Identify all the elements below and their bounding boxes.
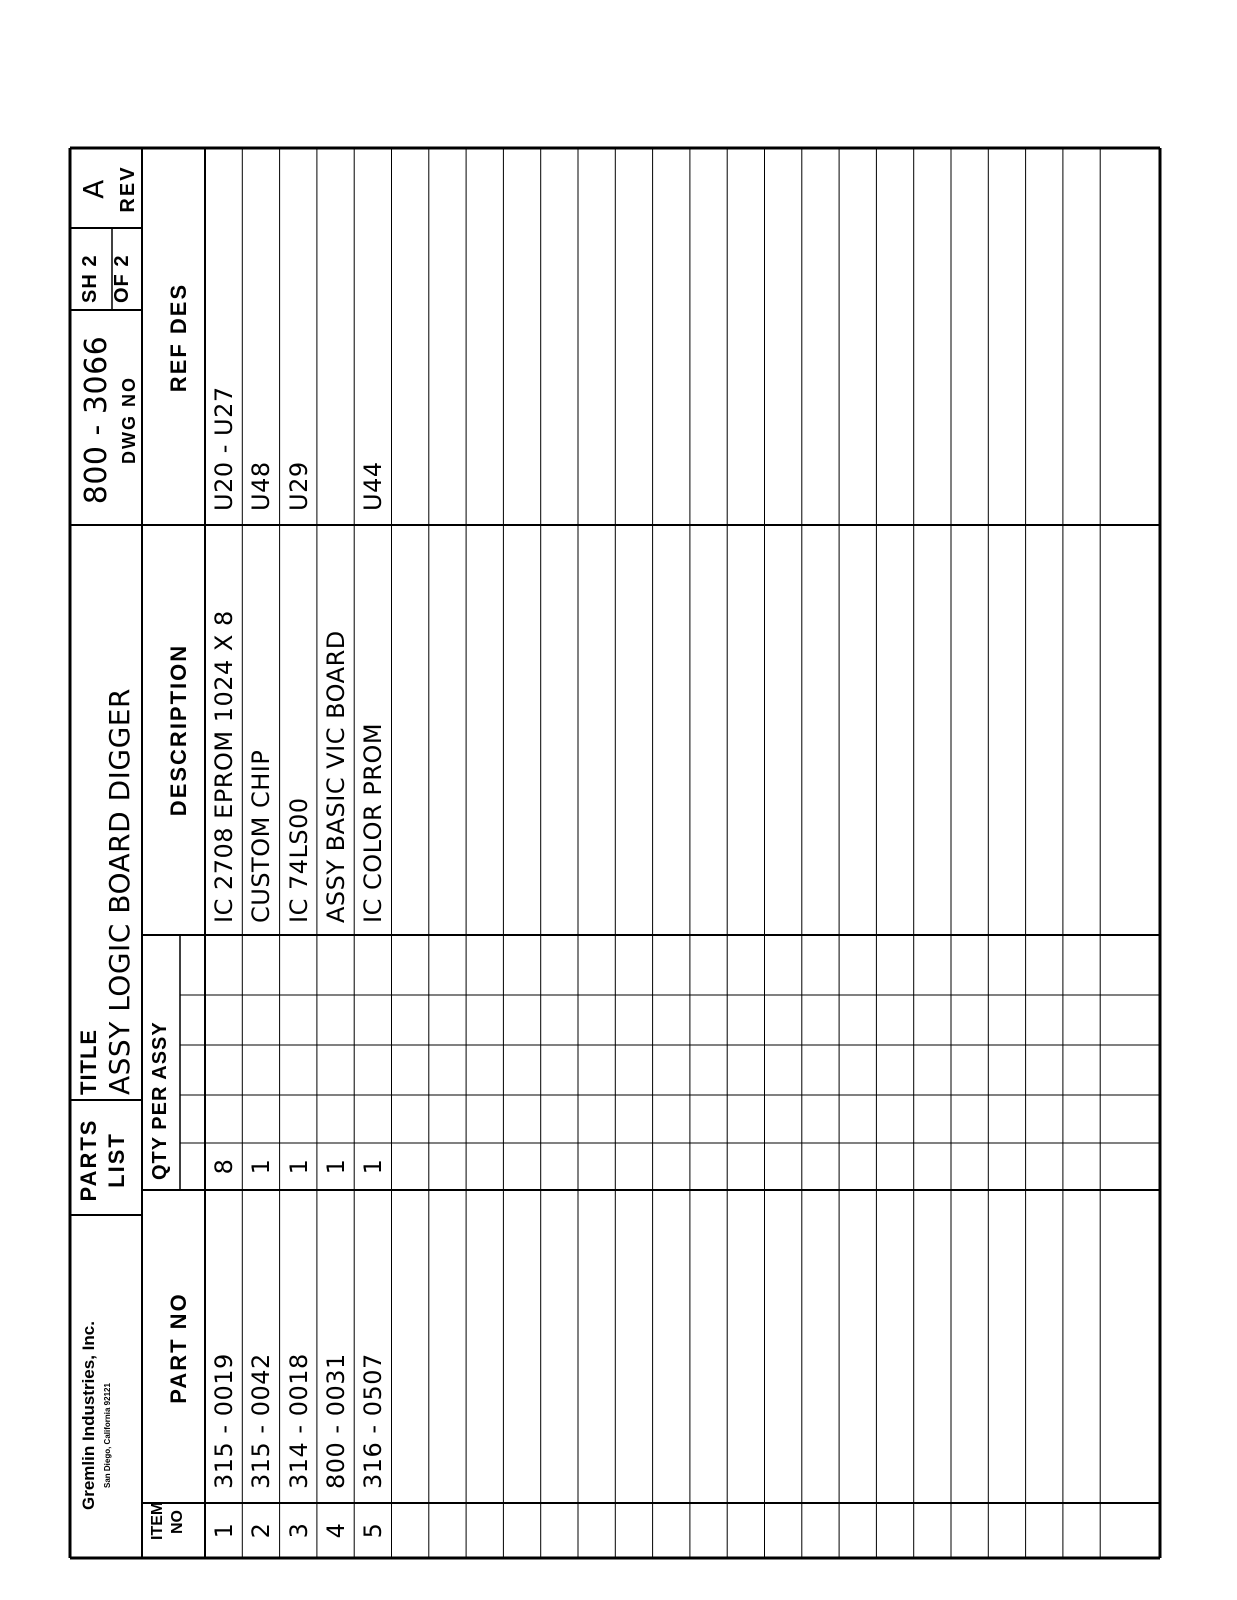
description-cell: ASSY BASIC VIC BOARD [321,630,350,923]
ref-des-cell: U29 [284,461,313,511]
ref-des-header: REF DES [166,282,191,393]
ref-des-cell: U48 [247,461,276,511]
revision-label: REV [117,165,139,213]
item-no-cell: 3 [284,1522,313,1539]
description-cell: IC 74LS00 [284,797,313,923]
item-no-cell: 4 [321,1522,350,1539]
sheet-total: OF 2 [111,254,133,303]
dwg-no-value: 800 - 3066 [79,335,114,505]
title-value: ASSY LOGIC BOARD DIGGER [103,688,136,1095]
item-no-cell: 5 [359,1522,388,1539]
ref-des-cell: U44 [359,461,388,511]
description-cell: IC COLOR PROM [359,722,388,923]
ref-des-cell: U20 - U27 [210,386,238,511]
part-no-cell: 315 - 0042 [247,1353,276,1489]
part-no-cell: 314 - 0018 [284,1353,313,1489]
part-no-header: PART NO [166,1292,191,1404]
part-no-cell: 800 - 0031 [321,1353,350,1489]
item-no-cell: 2 [247,1522,276,1539]
company-address: San Diego, California 92121 [103,1383,112,1488]
company-name: Gremlin Industries, Inc. [79,1321,98,1510]
description-cell: CUSTOM CHIP [247,749,276,923]
qty-per-assy-header: QTY PER ASSY [149,1021,171,1180]
list-label: LIST [104,1132,129,1188]
dwg-no-label: DWG NO [119,376,139,464]
qty-cell: 1 [321,1158,350,1175]
description-cell: IC 2708 EPROM 1024 X 8 [210,610,238,923]
revision-value: A [77,179,110,199]
title-label: TITLE [76,1028,101,1095]
qty-cell: 1 [284,1158,313,1175]
part-no-cell: 315 - 0019 [210,1353,238,1489]
qty-cell: 8 [210,1158,238,1175]
qty-cell: 1 [247,1158,276,1175]
sheet-number: SH 2 [79,254,101,303]
qty-cell: 1 [359,1158,388,1175]
item-no-header-2: NO [169,1510,186,1534]
description-header: DESCRIPTION [166,643,191,817]
item-no-cell: 1 [210,1522,238,1539]
part-no-cell: 316 - 0507 [359,1353,388,1489]
parts-label: PARTS [76,1118,101,1202]
item-no-header: ITEM [149,1501,166,1540]
